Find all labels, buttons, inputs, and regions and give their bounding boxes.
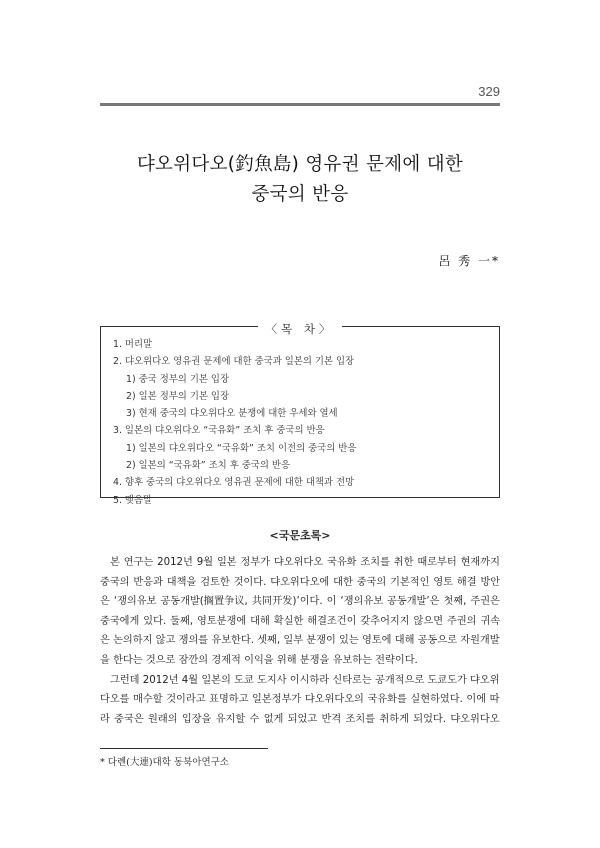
toc-heading-text: 〈목 차〉 [258,322,343,336]
abstract-heading: <국문초록> [269,529,331,542]
toc-item: 4. 향후 중국의 댜오위다오 영유권 문제에 대한 대책과 전망 [113,477,355,489]
abstract-line: 을 한다는 것으로 잠깐의 경제적 이익을 위해 분쟁을 유보하는 전략이다. [100,654,418,666]
toc-item: 1. 머리말 [113,339,153,350]
paper-title [100,150,500,210]
author-name: 呂 秀 一* [438,254,500,268]
footnote: * 다롄(大連)대학 동북아연구소 [100,757,229,768]
toc-item: 1) 중국 정부의 기본 입장 [126,373,230,385]
abstract-line: 그런데 2012년 4월 일본의 도쿄 도지사 이시하라 신타로는 공개적으로 도쿄도가 댜오위 [110,674,500,686]
abstract-line: 본 연구는 2012년 9월 일본 정부가 댜오위다오 국유화 조치를 취한 때로부터 현재까지 [110,557,500,568]
page-number: 329 [478,84,500,99]
abstract-line: 중국에게 있다. 둘째, 영토분쟁에 대해 확실한 해결조건이 갖추어지지 않으면 주권의 귀속 [100,615,501,627]
toc-item: 2) 일본 정부의 기본 입장 [126,390,230,402]
toc-item: 5. 맺음말 [113,494,153,506]
toc-item: 2) 일본의 “국유화” 조치 후 중국의 반응 [126,460,291,472]
toc-list [113,336,491,509]
abstract-line: 다오를 매수할 것이라고 표명하고 일본정부가 댜오위다오의 국유화를 실현하였다. 이에 따 [100,694,500,706]
footnote-rule [100,748,268,749]
abstract-line: 라 중국은 원래의 입장을 유지할 수 없게 되었고 반격 조치를 취하게 되었다. 댜오위다오 [100,713,500,725]
paper-title-line-1: 댜오위다오(釣魚島) 영유권 문제에 대한 [136,154,464,175]
paper-title-line-2: 중국의 반응 [251,184,349,205]
toc-item: 3. 일본의 댜오위다오 “국유화” 조치 후 중국의 반응 [113,425,325,437]
abstract-line: 은 논의하지 않고 쟁의를 유보한다. 셋째, 일부 분쟁이 있는 영토에 대해 공동으로 자원개발 [100,635,500,647]
toc-heading [101,318,499,337]
toc-item: 1) 일본의 댜오위다오 “국유화” 조치 이전의 중국의 반응 [126,442,357,454]
table-of-contents [100,322,500,506]
header-rule [100,103,500,106]
abstract-body [100,553,500,729]
abstract-line: 은 ‘쟁의유보 공동개발(搁置争议, 共同开发)’이다. 이 ‘쟁의유보 공동개발’은 첫째, 주권은 [100,596,500,608]
toc-item: 3) 현재 중국의 댜오위다오 분쟁에 대한 우세와 열세 [126,408,338,420]
toc-item: 2. 댜오위다오 영유권 문제에 대한 중국과 일본의 기본 입장 [113,356,355,368]
abstract-line: 중국의 반응과 대책을 검토한 것이다. 댜오위다오에 대한 중국의 기본적인 영토 해결 방안 [100,576,501,588]
